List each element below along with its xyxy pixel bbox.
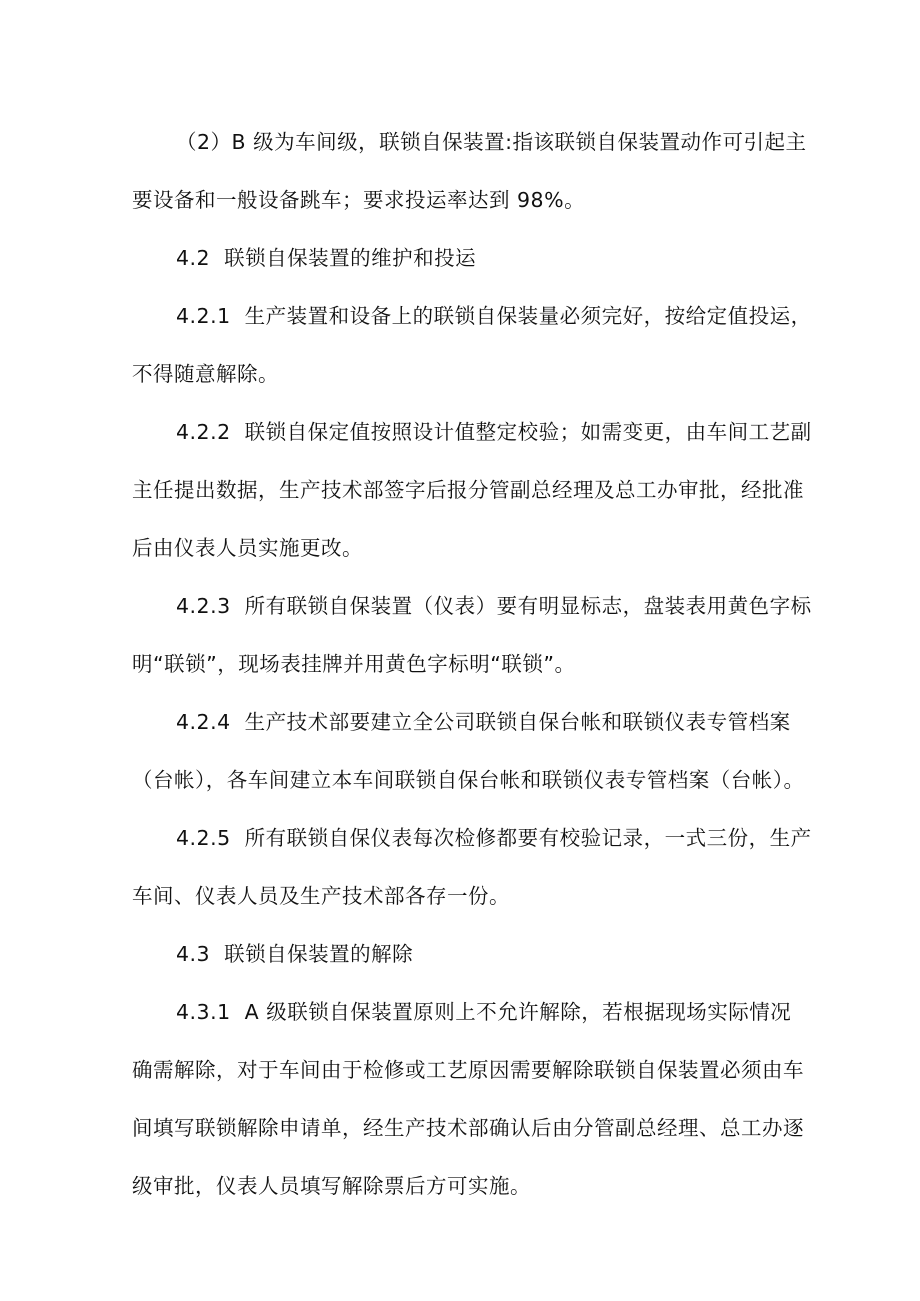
- clause-4-2-2: [132, 403, 812, 577]
- paragraph-b-level: [132, 113, 812, 229]
- clause-text: 生产技术部要建立全公司联锁自保台帐和联锁仪表专管档案（台帐），各车间建立本车间联锁自保台帐和联锁仪表专管档案（台帐）。: [132, 710, 805, 792]
- section-heading-4-3: [176, 925, 413, 983]
- section-title: 联锁自保装置的解除: [224, 942, 414, 966]
- clause-text: 所有联锁自保仪表每次检修都要有校验记录，一式三份，生产车间、仪表人员及生产技术部各存一份。: [132, 826, 812, 908]
- clause-text: 生产装置和设备上的联锁自保装量必须完好，按给定值投运，不得随意解除。: [132, 304, 812, 386]
- section-title: 联锁自保装置的维护和投运: [224, 246, 477, 270]
- clause-4-2-5: [132, 809, 812, 925]
- clause-text: 所有联锁自保装置（仪表）要有明显标志，盘装表用黄色字标明“联锁”，现场表挂牌并用黄色字标明“联锁”。: [132, 594, 812, 676]
- section-number: 4.2: [176, 246, 211, 270]
- paragraph-text: （2）B 级为车间级，联锁自保装置:指该联锁自保装置动作可引起主要设备和一般设备跳车；要求投运率达到 98%。: [132, 130, 807, 212]
- clause-4-2-4: [132, 693, 812, 809]
- clause-4-2-3: [132, 577, 812, 693]
- clause-text: 联锁自保定值按照设计值整定校验；如需变更，由车间工艺副主任提出数据，生产技术部签字后报分管副总经理及总工办审批，经批准后由仪表人员实施更改。: [132, 420, 812, 560]
- section-number: 4.3: [176, 942, 211, 966]
- clause-number: 4.2.5: [176, 826, 231, 850]
- clause-number: 4.2.4: [176, 710, 231, 734]
- clause-text: A 级联锁自保装置原则上不允许解除，若根据现场实际情况确需解除，对于车间由于检修或工艺原因需要解除联锁自保装置必须由车间填写联锁解除申请单，经生产技术部确认后由分管副总经理、总工办逐级审批，仪表人员填写解除票后方可实施。: [132, 1000, 804, 1198]
- clause-number: 4.2.1: [176, 304, 231, 328]
- section-heading-4-2: [176, 229, 476, 287]
- clause-number: 4.2.3: [176, 594, 231, 618]
- clause-number: 4.3.1: [176, 1000, 231, 1024]
- clause-4-3-1: [132, 983, 812, 1215]
- clause-number: 4.2.2: [176, 420, 231, 444]
- clause-4-2-1: [132, 287, 812, 403]
